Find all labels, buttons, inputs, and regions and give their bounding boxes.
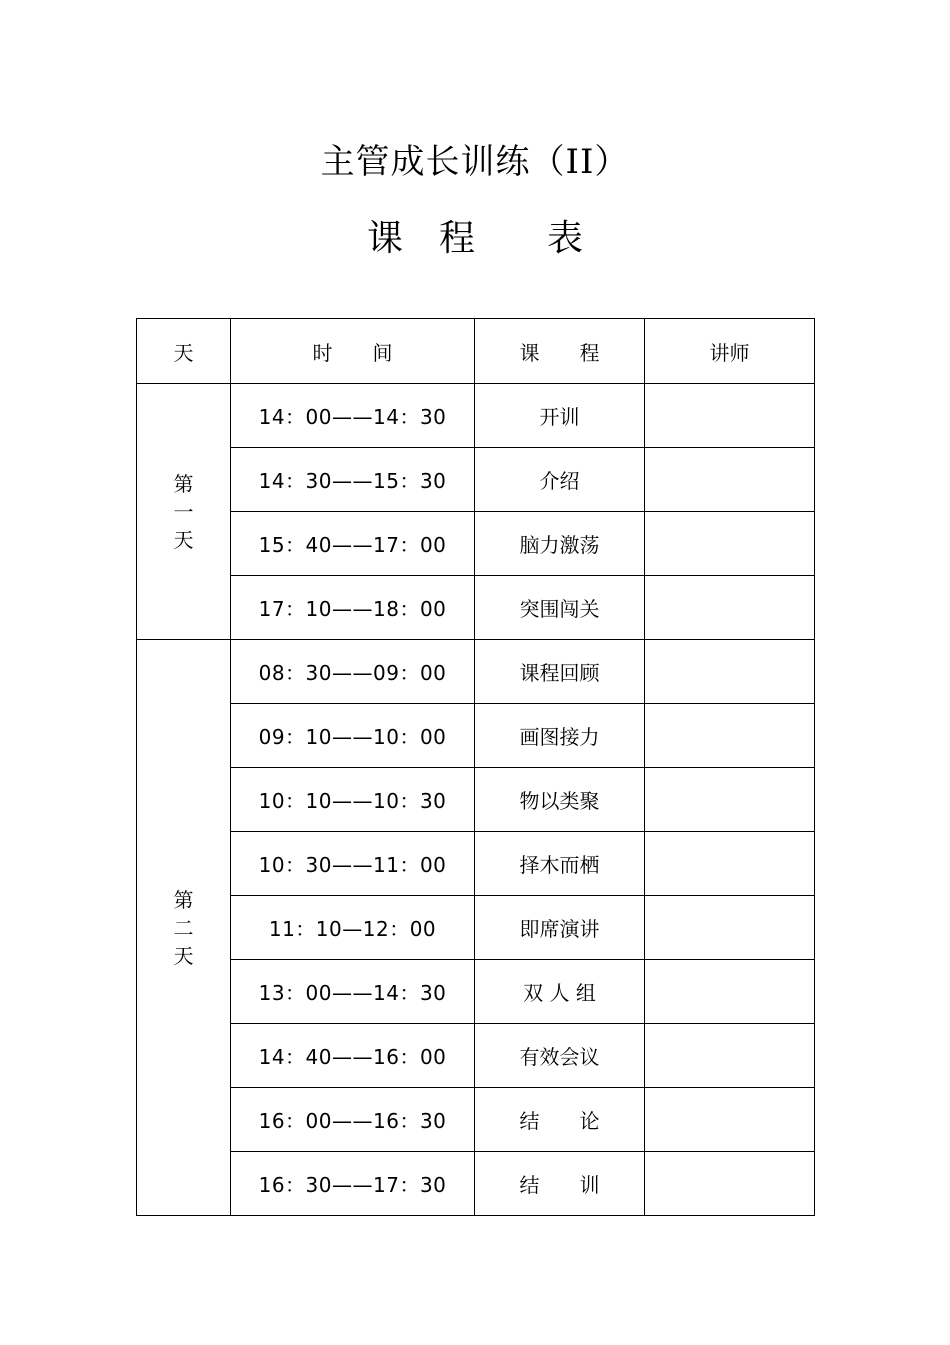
- time-cell: 13：00——14：30: [231, 960, 475, 1024]
- course-cell: 介绍: [475, 448, 645, 512]
- day-two-cell: 第 二 天: [137, 640, 231, 1216]
- course-cell: 结 论: [475, 1088, 645, 1152]
- lecturer-cell: [645, 960, 815, 1024]
- time-cell: 16：00——16：30: [231, 1088, 475, 1152]
- course-cell: 即席演讲: [475, 896, 645, 960]
- header-lecturer: 讲师: [645, 319, 815, 384]
- time-cell: 08：30——09：00: [231, 640, 475, 704]
- time-cell: 10：30——11：00: [231, 832, 475, 896]
- course-cell: 脑力激荡: [475, 512, 645, 576]
- course-cell: 物以类聚: [475, 768, 645, 832]
- header-row: [137, 319, 815, 384]
- lecturer-cell: [645, 384, 815, 448]
- table-row: [137, 448, 815, 512]
- table-row: [137, 768, 815, 832]
- course-cell: 画图接力: [475, 704, 645, 768]
- table-row: [137, 384, 815, 448]
- lecturer-cell: [645, 896, 815, 960]
- header-time: 时 间: [231, 319, 475, 384]
- time-cell: 16：30——17：30: [231, 1152, 475, 1216]
- lecturer-cell: [645, 448, 815, 512]
- table-row: [137, 1024, 815, 1088]
- table-row: [137, 576, 815, 640]
- course-cell: 突围闯关: [475, 576, 645, 640]
- course-cell: 课程回顾: [475, 640, 645, 704]
- table-row: [137, 960, 815, 1024]
- lecturer-cell: [645, 1088, 815, 1152]
- document-title: 主管成长训练（II）: [320, 142, 630, 182]
- lecturer-cell: [645, 512, 815, 576]
- time-cell: 09：10——10：00: [231, 704, 475, 768]
- table-row: [137, 640, 815, 704]
- time-cell: 10：10——10：30: [231, 768, 475, 832]
- table-row: [137, 832, 815, 896]
- time-cell: 14：00——14：30: [231, 384, 475, 448]
- day-one-cell: 第 一 天: [137, 384, 231, 640]
- course-cell: 择木而栖: [475, 832, 645, 896]
- course-cell: 有效会议: [475, 1024, 645, 1088]
- lecturer-cell: [645, 832, 815, 896]
- lecturer-cell: [645, 640, 815, 704]
- time-cell: 15：40——17：00: [231, 512, 475, 576]
- time-cell: 11：10—12：00: [231, 896, 475, 960]
- course-cell: 开训: [475, 384, 645, 448]
- table-row: [137, 1088, 815, 1152]
- schedule-table: [136, 318, 815, 1216]
- table-row: [137, 1152, 815, 1216]
- course-cell: 结 训: [475, 1152, 645, 1216]
- table-row: [137, 704, 815, 768]
- course-cell: 双 人 组: [475, 960, 645, 1024]
- lecturer-cell: [645, 768, 815, 832]
- document-subtitle: 课 程 表: [366, 218, 583, 259]
- table-row: [137, 512, 815, 576]
- time-cell: 14：40——16：00: [231, 1024, 475, 1088]
- lecturer-cell: [645, 1024, 815, 1088]
- lecturer-cell: [645, 576, 815, 640]
- header-course: 课 程: [475, 319, 645, 384]
- lecturer-cell: [645, 1152, 815, 1216]
- time-cell: 17：10——18：00: [231, 576, 475, 640]
- lecturer-cell: [645, 704, 815, 768]
- time-cell: 14：30——15：30: [231, 448, 475, 512]
- table-row: [137, 896, 815, 960]
- header-day: 天: [137, 319, 231, 384]
